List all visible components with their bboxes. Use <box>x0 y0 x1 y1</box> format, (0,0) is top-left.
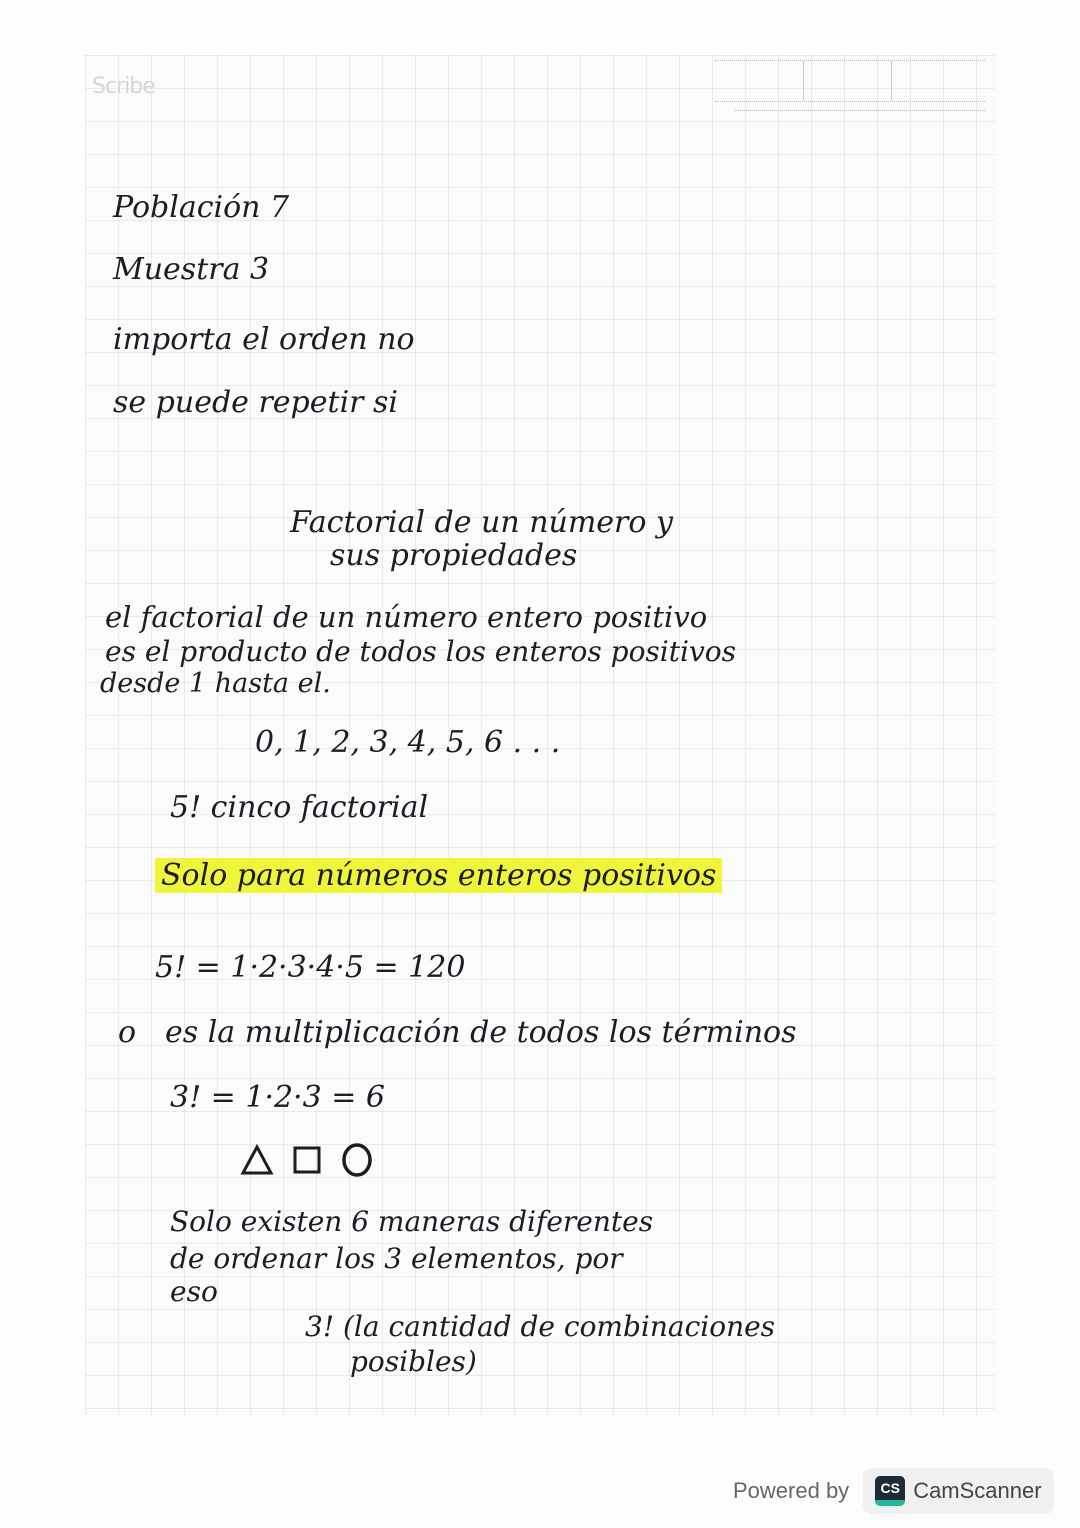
date-boxes <box>715 60 985 102</box>
triangle-icon <box>240 1144 274 1176</box>
paragraph-line-3: eso <box>170 1275 218 1308</box>
paragraph-line-5: posibles) <box>350 1345 477 1378</box>
sample-line: Muestra 3 <box>113 252 270 287</box>
camscanner-logo-icon: CS <box>875 1476 905 1506</box>
header-line <box>735 110 985 111</box>
paragraph-line-2: de ordenar los 3 elementos, por <box>170 1242 623 1275</box>
three-factorial-equation: 3! = 1·2·3 = 6 <box>170 1080 385 1115</box>
circle-icon <box>340 1142 374 1178</box>
population-line: Población 7 <box>113 190 290 225</box>
paragraph-line-1: Solo existen 6 maneras diferentes <box>170 1205 654 1238</box>
camscanner-brand: CamScanner <box>913 1478 1042 1503</box>
camscanner-footer <box>733 1468 1054 1514</box>
five-factorial-equation: 5! = 1·2·3·4·5 = 120 <box>155 950 466 985</box>
section-subtitle: sus propiedades <box>330 538 578 573</box>
notebook-logo: Scribe <box>92 74 155 99</box>
section-title: Factorial de un número y <box>290 505 673 540</box>
shapes-row <box>240 1142 374 1178</box>
highlighted-note <box>155 858 722 893</box>
order-line: importa el orden no <box>113 322 415 357</box>
square-icon <box>292 1145 322 1175</box>
bullet: o <box>118 1015 137 1050</box>
repeat-line: se puede repetir si <box>113 385 399 420</box>
definition-line-2: es el producto de todos los enteros positivos <box>105 635 737 668</box>
highlight-text: Solo para números enteros positivos <box>155 858 722 893</box>
paragraph-line-4: 3! (la cantidad de combinaciones <box>305 1310 776 1343</box>
definition-line-1: el factorial de un número entero positivo <box>105 600 708 634</box>
multiplication-note: es la multiplicación de todos los términos <box>165 1015 797 1050</box>
powered-by-label: Powered by <box>733 1478 850 1503</box>
definition-line-3: desde 1 hasta el. <box>100 668 331 699</box>
number-sequence: 0, 1, 2, 3, 4, 5, 6 . . . <box>255 725 561 760</box>
five-factorial-label: 5! cinco factorial <box>170 790 429 825</box>
camscanner-badge <box>863 1468 1053 1514</box>
